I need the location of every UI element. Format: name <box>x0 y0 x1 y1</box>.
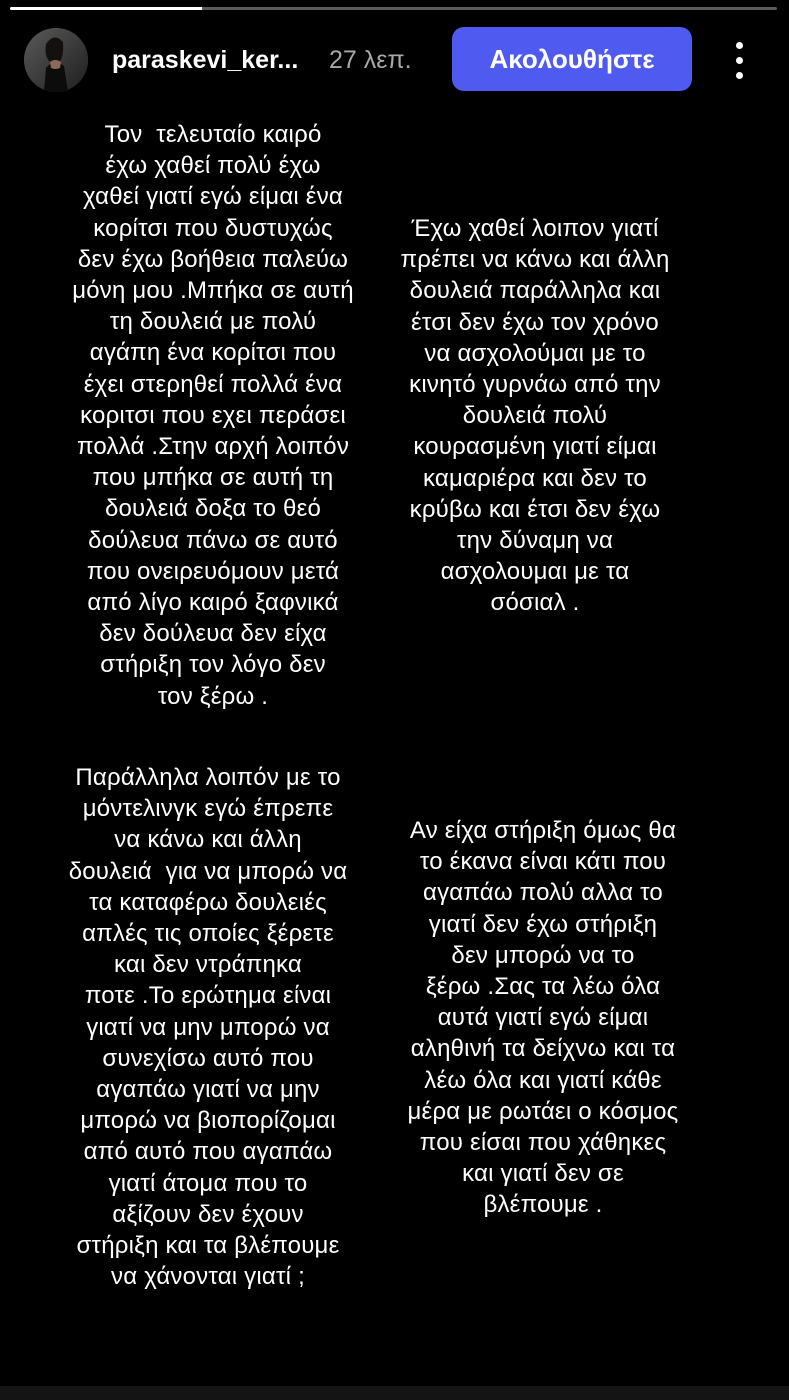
story-text-line: γιατί δεν έχω στήριξη <box>428 910 658 938</box>
story-text-line: πολλά .Στην αρχή λοιπόν <box>76 433 350 461</box>
story-progress-bar <box>10 7 777 10</box>
story-text-line: τη δουλειά με πολύ <box>109 308 317 336</box>
story-text-line: Αν είχα στήριξη όμως θα <box>409 817 677 844</box>
story-text-line: το έκανα είναι κάτι που <box>419 848 667 876</box>
story-text-line: που ονειρευόμουν μετά <box>86 557 340 585</box>
story-text-line: στήριξη και τα βλέπουμε <box>76 1232 340 1260</box>
story-text-line: τα καταφέρω δουλειές <box>89 888 327 916</box>
story-text-line: κορίτσι που δυστυχώς <box>93 214 333 242</box>
story-text-line: αγαπάω γιατί να μην <box>96 1076 320 1104</box>
story-text-line: γιατί άτομα που το <box>108 1169 308 1197</box>
story-text-line: σόσιαλ . <box>490 589 580 617</box>
story-text-line: κοριτσι που εχει περάσει <box>80 401 346 429</box>
story-text-line: δούλευα πάνω σε αυτό <box>88 526 338 554</box>
story-text-line: λέω όλα και γιατί κάθε <box>424 1066 662 1094</box>
story-text-line: μόντελινγκ εγώ έπρεπε <box>82 795 334 823</box>
story-text-line: Έχω χαθεί λοιπον γιατί <box>411 215 659 242</box>
story-text-line: ασχολουμαι με τα <box>440 558 630 586</box>
story-text-line: Παράλληλα λοιπόν με το <box>75 764 341 791</box>
story-text-line: βλέπουμε . <box>483 1191 603 1219</box>
story-bottom-bar <box>0 1386 789 1400</box>
story-text-line: που είσαι που χάθηκες <box>419 1129 667 1157</box>
story-text-line: την δύναμη να <box>456 527 614 555</box>
story-text-block-3 <box>35 762 381 1292</box>
story-text-line: χαθεί γιατί εγώ είμαι ένα <box>83 183 343 211</box>
story-text-line: κρύβω και έτσι δεν έχω <box>409 495 661 523</box>
story-text-line: στήριξη τον λόγο δεν <box>100 651 326 679</box>
more-vertical-icon[interactable] <box>722 38 758 82</box>
story-header <box>0 24 789 96</box>
story-text-line: δουλειά παράλληλα και <box>409 277 661 305</box>
story-text-line: αξίζουν δεν έχουν <box>112 1200 304 1228</box>
story-text-line: δουλειά πολύ <box>462 402 608 430</box>
story-text-block-4 <box>365 815 721 1221</box>
story-text-line: δεν έχω βοήθεια παλεύω <box>77 245 349 273</box>
story-text-line: αυτά γιατί εγώ είμαι <box>437 1004 649 1032</box>
story-text-line: να ασχολούμαι με το <box>424 339 646 367</box>
story-text-line: πρέπει να κάνω και άλλη <box>400 246 670 274</box>
story-text-line: δεν μπορώ να το <box>451 941 635 969</box>
story-text-line: έχω χαθεί πολύ έχω <box>105 152 321 180</box>
story-text-line: καμαριέρα και δεν το <box>423 464 647 492</box>
story-text-line: κινητό γυρνάω από την <box>409 371 661 399</box>
story-text-line: ξέρω .Σας τα λέω όλα <box>425 973 661 1001</box>
story-text-line: αγαπάω πολύ αλλα το <box>423 879 663 907</box>
avatar[interactable] <box>24 28 88 92</box>
story-text-line: και γιατί δεν σε <box>462 1160 624 1188</box>
follow-button[interactable]: Ακολουθήστε <box>452 27 692 91</box>
story-text-block-1 <box>40 119 386 712</box>
story-text-line: από λίγο καιρό ξαφνικά <box>87 589 339 617</box>
story-text-line: να χάνονται γιατί ; <box>111 1263 305 1291</box>
avatar-photo <box>24 28 88 92</box>
story-text-line: δεν δούλευα δεν είχα <box>99 620 327 648</box>
story-text-line: από αυτό που αγαπάω <box>83 1138 333 1166</box>
story-text-line: που μπήκα σε αυτή τη <box>92 464 334 492</box>
story-text-line: να κάνω και άλλη <box>114 826 302 854</box>
story-text-line: γιατί να μην μπορώ να <box>86 1013 330 1041</box>
story-text-line: τον ξέρω . <box>157 682 269 710</box>
username[interactable]: paraskevi_ker... <box>112 46 299 74</box>
story-progress-fill <box>10 7 202 10</box>
story-text-line: αληθινή τα δείχνω και τα <box>410 1035 676 1063</box>
story-text-line: συνεχίσω αυτό που <box>102 1044 314 1072</box>
story-text-line: Τον τελευταίο καιρό <box>104 121 322 148</box>
story-text-line: ποτε .Το ερώτημα είναι <box>84 982 332 1010</box>
story-text-line: δουλειά για να μπορώ να <box>68 857 348 885</box>
story-text-line: μπορώ να βιοπορίζομαι <box>80 1107 336 1135</box>
story-text-block-2 <box>357 213 713 619</box>
story-text-line: έτσι δεν έχω τον χρόνο <box>411 308 659 336</box>
story-text-line: μέρα με ρωτάει ο κόσμος <box>407 1097 679 1125</box>
story-text-line: και δεν ντράπηκα <box>113 951 302 979</box>
story-text-line: απλές τις οποίες ξέρετε <box>82 920 334 948</box>
story-text-line: αγάπη ένα κορίτσι που <box>89 339 337 367</box>
story-text-line: δουλειά δοξα το θεό <box>104 495 322 523</box>
story-timestamp: 27 λεπ. <box>329 46 412 74</box>
story-text-line: κουρασμένη γιατί είμαι <box>413 433 657 461</box>
story-text-line: μόνη μου .Μπήκα σε αυτή <box>72 277 354 305</box>
story-text-line: έχει στερηθεί πολλά ένα <box>83 370 343 398</box>
